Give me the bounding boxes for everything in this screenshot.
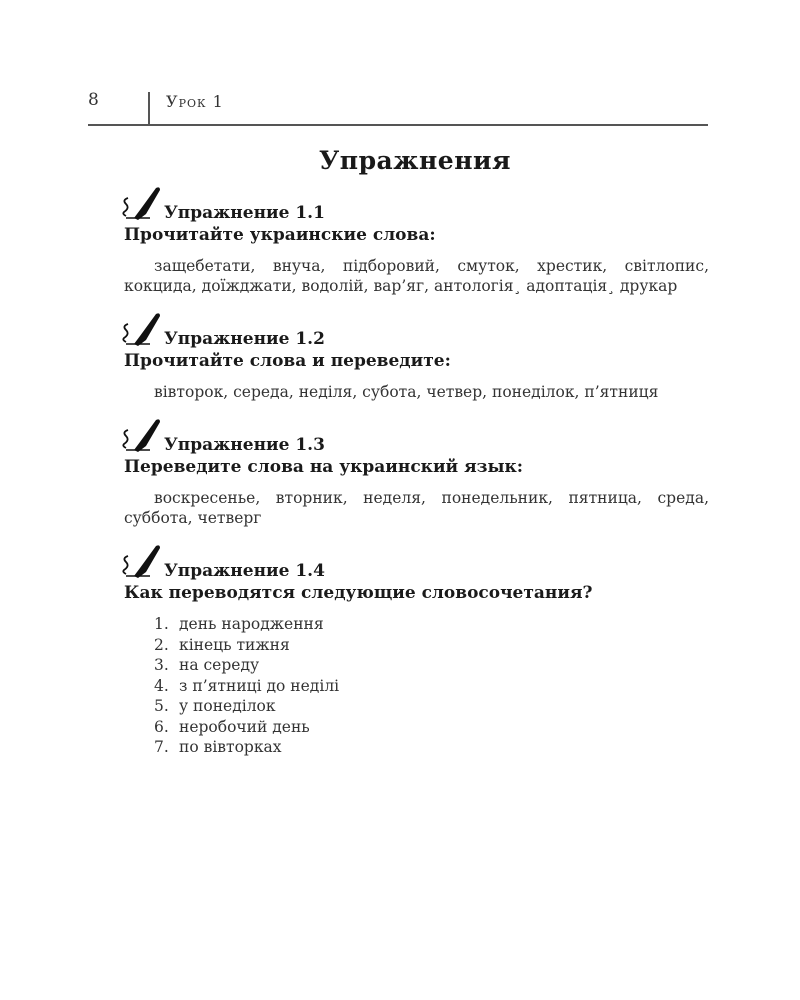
header-divider — [148, 92, 150, 126]
exercise-label: Упражнение 1.1 — [164, 203, 325, 223]
exercise-1-2 — [124, 310, 709, 402]
list-text: день народження — [179, 615, 324, 633]
list-item — [154, 717, 709, 738]
list-item — [154, 655, 709, 676]
list-number: 6. — [154, 717, 169, 736]
exercise-task: Прочитайте украинские слова: — [124, 225, 436, 245]
list-number: 2. — [154, 635, 169, 654]
exercise-text: воскресенье, вторник, неделя, понедельник, пятница, среда, суббота, четверг — [124, 489, 709, 527]
pen-icon — [120, 416, 164, 454]
list-item — [154, 635, 709, 656]
exercise-1-1 — [124, 184, 709, 296]
header-rule — [88, 124, 708, 126]
pen-icon — [120, 310, 164, 348]
exercise-label: Упражнение 1.2 — [164, 329, 325, 349]
list-text: неробочий день — [179, 717, 310, 736]
list-text: з п’ятниці до неділі — [179, 676, 340, 695]
list-number: 1. — [154, 615, 169, 633]
page-number: 8 — [88, 90, 99, 110]
exercise-label: Упражнение 1.3 — [164, 435, 325, 455]
exercise-heading — [124, 416, 709, 454]
list-text: кінець тижня — [179, 635, 290, 654]
exercise-text: вівторок, середа, неділя, субота, четвер, понеділок, п’ятниця — [154, 383, 659, 401]
exercise-1-3 — [124, 416, 709, 528]
list-item — [154, 614, 709, 635]
list-number: 4. — [154, 676, 169, 695]
phrase-list — [154, 614, 709, 758]
lesson-title: Урок 1 — [166, 92, 224, 111]
pen-icon — [120, 184, 164, 222]
exercise-text: защебетати, внуча, підборовий, смуток, хрестик, світлопис, кокцида, доїжджати, водолій, вар’яг, антологія¸ адоптація¸ друкар — [124, 257, 709, 295]
list-number: 5. — [154, 697, 169, 715]
exercise-heading — [124, 542, 709, 580]
list-text: на середу — [179, 656, 260, 674]
page-header — [88, 88, 708, 124]
list-item — [154, 696, 709, 717]
exercises-container — [124, 184, 709, 772]
exercise-1-4 — [124, 542, 709, 758]
list-number: 3. — [154, 656, 169, 674]
exercise-task: Переведите слова на украинский язык: — [124, 457, 524, 477]
exercise-heading — [124, 310, 709, 348]
list-item — [154, 737, 709, 758]
list-text: у понеділок — [179, 697, 276, 715]
exercise-heading — [124, 184, 709, 222]
exercise-task: Как переводятся следующие словосочетания? — [124, 583, 593, 603]
pen-icon — [120, 542, 164, 580]
list-item — [154, 676, 709, 697]
list-text: по вівторках — [179, 738, 282, 756]
exercise-label: Упражнение 1.4 — [164, 561, 325, 581]
exercise-task: Прочитайте слова и переведите: — [124, 351, 451, 371]
page-title: Упражнения — [318, 146, 512, 175]
list-number: 7. — [154, 738, 169, 756]
